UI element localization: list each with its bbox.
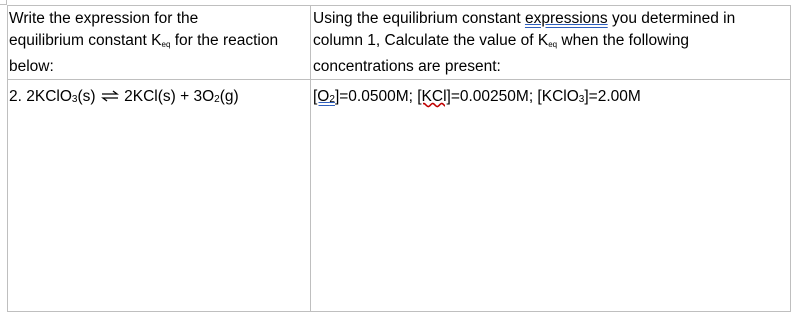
grammar-flag-expressions: expressions	[524, 10, 608, 27]
header-col2-line3: concentrations are present:	[313, 58, 501, 75]
header-cell-instructions[interactable]	[9, 8, 309, 78]
header-col2-line2: column 1, Calculate the value of $K_{eq}$ when the following	[313, 32, 689, 49]
row-divider	[8, 79, 790, 80]
question-table	[7, 5, 791, 312]
concentrations-cell[interactable]	[313, 86, 791, 111]
header-cell-calculate[interactable]	[313, 8, 791, 78]
concentrations-text: [O2]=0.0500M; [KCl]=0.00250M; [KClO3]=2.00M	[313, 88, 641, 105]
spelling-flag-kcl: [KCl]	[417, 88, 451, 105]
equilibrium-arrow-icon	[100, 90, 120, 102]
table-corner-marker	[0, 0, 7, 5]
grammar-flag-o2: [O2]	[313, 88, 340, 105]
header-col1-line2: equilibrium constant $K_{eq}$ for the reaction	[9, 32, 279, 49]
reaction-equation: 2. 2KClO3(s) 2KCl(s) + 3O2(g)	[9, 88, 239, 105]
header-col2-line1: Using the equilibrium constant expressions you determined in	[313, 10, 736, 27]
reaction-cell[interactable]	[9, 86, 309, 111]
column-divider	[310, 6, 311, 311]
header-col1-line1: Write the expression for the	[9, 10, 199, 27]
header-col1-line3: below:	[9, 58, 54, 75]
